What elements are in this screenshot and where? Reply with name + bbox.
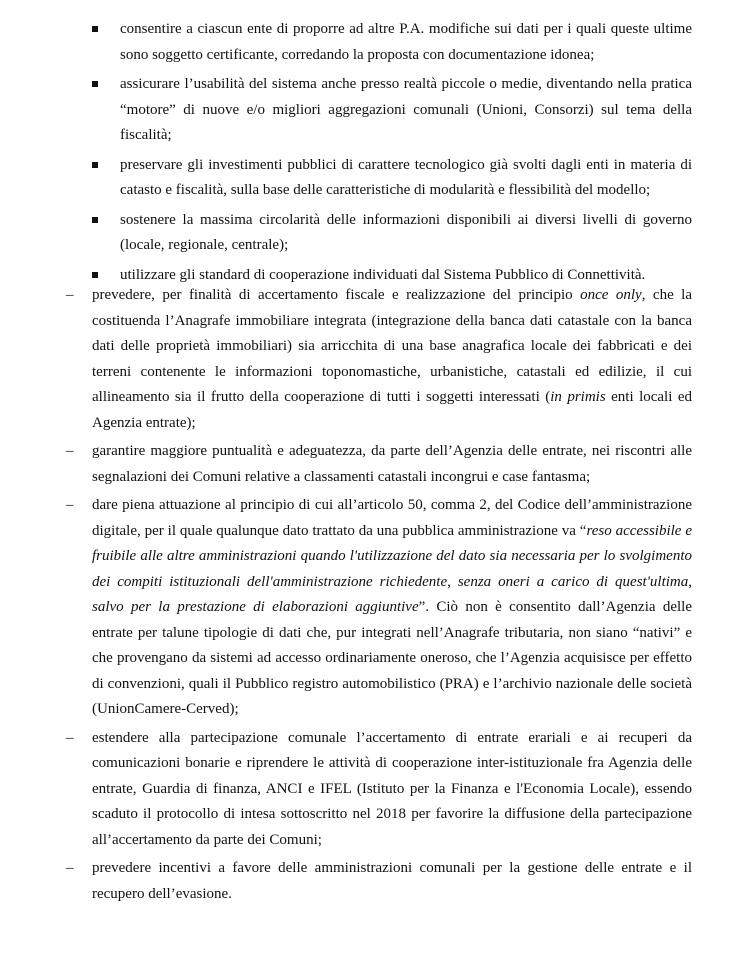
- bullet-item: [92, 17, 692, 68]
- dash-item-text: estendere alla partecipazione comunale l’accertamento di entrate erariali e ai recuperi da comunicazioni bonarie e riprendere le attività di cooperazione inter-istituzionale fra Agenzia delle entrate, Guardia di finanza, ANCI e IFEL (Istituto per la Finanza e l'Economia Locale), essendo scaduto il protocollo di intesa sottoscritto nel 2018 per favorire la diffusione della partecipazione all’accertamento da parte dei Comuni;: [92, 729, 692, 848]
- dash-marker: –: [66, 497, 74, 513]
- dash-item: [66, 283, 692, 436]
- bullet-item: [92, 208, 692, 259]
- dash-marker: –: [66, 287, 74, 303]
- dash-item: [66, 856, 692, 907]
- dash-item: [66, 726, 692, 854]
- dash-marker: –: [66, 860, 74, 876]
- dash-item-text: garantire maggiore puntualità e adeguatezza, da parte dell’Agenzia delle entrate, nei riscontri alle segnalazioni dei Comuni relative a classamenti catastali incongrui e case fantasma;: [92, 443, 692, 485]
- bullet-item-text: consentire a ciascun ente di proporre ad altre P.A. modifiche sui dati per i quali queste ultime sono soggetto certificante, corredando la proposta con documentazione idonea;: [120, 21, 692, 63]
- bullet-item: [92, 72, 692, 149]
- bullet-item-text: preservare gli investimenti pubblici di carattere tecnologico già svolti dagli enti in materia di catasto e fiscalità, sulla base delle caratteristiche di modularità e flessibilità del modello;: [120, 156, 692, 198]
- square-bullet-icon: [92, 81, 98, 87]
- bullet-item-text: assicurare l’usabilità del sistema anche presso realtà piccole o medie, diventando nella pratica “motore” di nuove e/o migliori aggregazioni comunali (Unioni, Consorzi) sul tema della fiscalità;: [120, 76, 692, 143]
- dash-item: [66, 493, 692, 723]
- bullet-list: [92, 17, 692, 292]
- square-bullet-icon: [92, 272, 98, 278]
- square-bullet-icon: [92, 162, 98, 168]
- bullet-item-text: utilizzare gli standard di cooperazione individuati dal Sistema Pubblico di Connettività.: [120, 266, 646, 283]
- dash-item-text: prevedere incentivi a favore delle amministrazioni comunali per la gestione delle entrate e il recupero dell’evasione.: [92, 860, 692, 902]
- bullet-item-text: sostenere la massima circolarità delle informazioni disponibili ai diversi livelli di governo (locale, regionale, centrale);: [120, 211, 692, 253]
- bullet-item: [92, 153, 692, 204]
- dash-marker: –: [66, 443, 74, 459]
- square-bullet-icon: [92, 217, 98, 223]
- dash-list: [66, 283, 692, 910]
- dash-item-text: dare piena attuazione al principio di cui all’articolo 50, comma 2, del Codice dell’amministrazione digitale, per il quale qualunque dato trattato da una pubblica amministrazione va “reso accessibile e fruibile alle altre amministrazioni quando l'utilizzazione del dato sia necessaria per lo svolgimento dei compiti istituzionali dell'amministrazione richiedente, senza oneri a carico di quest'ultima, salvo per la prestazione di elaborazioni aggiuntive”. Ciò non è consentito dall’Agenzia delle entrate per talune tipologie di dati che, pur integrati nell’Anagrafe tributaria, non siano “nativi” e che provengano da sistemi ad accesso ordinariamente oneroso, che l’Agenzia acquisisce per effetto di convenzioni, quali il Pubblico registro automobilistico (PRA) e l’archivio nazionale delle società (UnionCamere-Cerved);: [92, 497, 692, 717]
- dash-marker: –: [66, 729, 74, 746]
- dash-item: [66, 439, 692, 490]
- dash-item-text: prevedere, per finalità di accertamento fiscale e realizzazione del principio once only, che la costituenda l’Anagrafe immobiliare integrata (integrazione della banca dati catastale con la banca dati delle proprietà immobiliari) sia arricchita di una base anagrafica locale dei fabbricati e dei terreni contenente le informazioni toponomastiche, urbanistiche, catastali ed edilizie, il cui allineamento sia il frutto della cooperazione di tutti i soggetti interessati (in primis enti locali ed Agenzia entrate);: [92, 287, 693, 431]
- square-bullet-icon: [92, 26, 98, 32]
